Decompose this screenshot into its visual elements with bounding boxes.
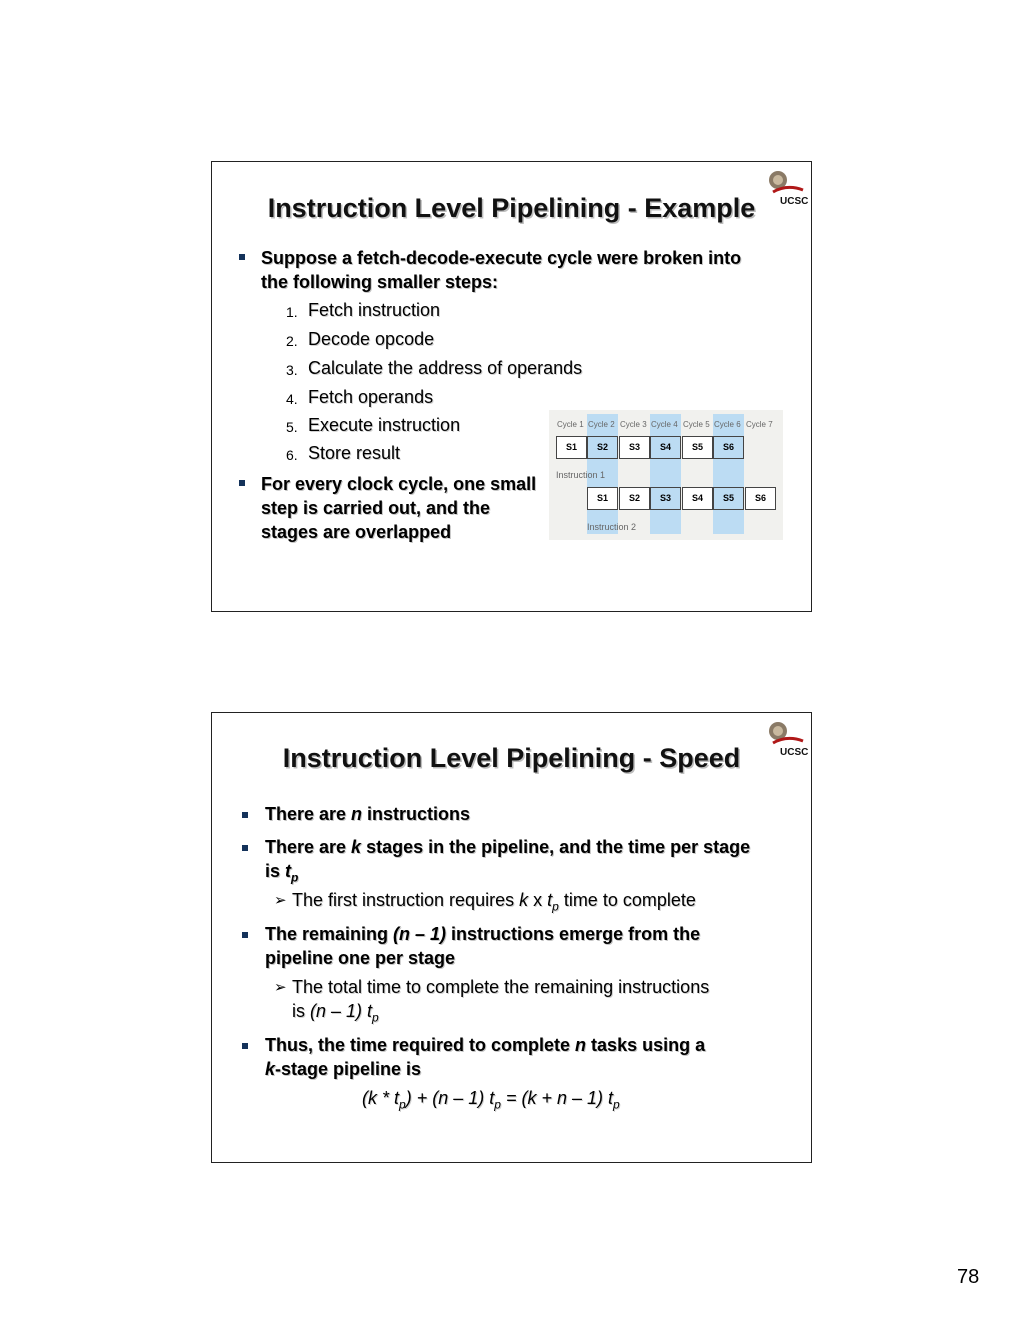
stage-box: S4: [682, 487, 713, 510]
stage-box: S5: [682, 436, 713, 459]
step-text: Store result: [308, 443, 401, 463]
sub-first-instruction: The first instruction requires k x $t_p$ time to complete: [292, 890, 696, 914]
slide-title: Instruction Level Pipelining - Speed: [282, 743, 741, 773]
bullet-total: Thus, the time required to complete n tasks using a: [265, 1035, 706, 1055]
bullet-k-stages: There are k stages in the pipeline, and the time per stage is $t_p$: [265, 837, 751, 885]
formula: $(k * t_p) + (n - 1)$ $t_p = (k + n - 1)$ $t_p$: [362, 1088, 620, 1112]
step-text: Fetch operands: [308, 387, 434, 407]
stage-box: S6: [713, 436, 744, 459]
instruction-1-label: Instruction 1: [556, 470, 606, 480]
step-text: Execute instruction: [308, 415, 461, 435]
bullet-marker: [242, 1043, 248, 1049]
bullet-n-instructions: There are n instructions: [265, 804, 471, 824]
arrow-bullet-icon: ➢: [274, 979, 287, 996]
step-number: 2.: [286, 333, 298, 349]
step-number: 4.: [286, 391, 298, 407]
bullet-overlap: For every clock cycle, one small step is carried out, and the stages are overlapped: [261, 474, 537, 542]
step-text: Calculate the address of operands: [308, 358, 583, 378]
step-number: 6.: [286, 447, 298, 463]
step-number: 1.: [286, 304, 298, 320]
step-text: Fetch instruction: [308, 300, 441, 320]
slide-title: Instruction Level Pipelining - Example: [267, 193, 756, 223]
pipeline-diagram: [549, 410, 783, 540]
cycle-label: Cycle 2: [588, 420, 615, 429]
arrow-bullet-icon: ➢: [274, 892, 287, 909]
bullet-marker: [242, 932, 248, 938]
cycle-label: Cycle 1: [557, 420, 584, 429]
sub-total-time: The total time to complete the remaining instructions: [292, 977, 710, 997]
bullet-marker: [242, 812, 248, 818]
step-number: 3.: [286, 362, 298, 378]
bullet-remaining: The remaining (n – 1) instructions emerge from the pipeline one per stage: [265, 924, 701, 968]
slide-example: [211, 161, 812, 612]
stage-box: S3: [619, 436, 650, 459]
bullet-steps-intro: Suppose a fetch-decode-execute cycle were broken into the following smaller steps:: [261, 248, 742, 292]
stage-box: S6: [745, 487, 776, 510]
bullet-total-cont: k-stage pipeline is: [265, 1059, 422, 1079]
svg-text:UCSC: UCSC: [780, 196, 809, 207]
bullet-marker: [239, 254, 245, 260]
cycle-label: Cycle 5: [683, 420, 710, 429]
stage-box: S3: [650, 487, 681, 510]
cycle-label: Cycle 3: [620, 420, 647, 429]
instruction-2-label: Instruction 2: [587, 522, 637, 532]
cycle-highlight: [713, 414, 744, 534]
svg-text:UCSC: UCSC: [780, 747, 809, 758]
slide-speed: [211, 712, 812, 1163]
stage-box: S4: [650, 436, 681, 459]
stage-box: S5: [713, 487, 744, 510]
page-number: 78: [957, 1266, 980, 1288]
bullet-marker: [239, 480, 245, 486]
stage-box: S2: [619, 487, 650, 510]
bullet-marker: [242, 845, 248, 851]
stage-box: S1: [587, 487, 618, 510]
cycle-label: Cycle 7: [746, 420, 773, 429]
stage-box: S1: [556, 436, 587, 459]
cycle-label: Cycle 6: [714, 420, 741, 429]
step-number: 5.: [286, 419, 298, 435]
stage-box: S2: [587, 436, 618, 459]
cycle-label: Cycle 4: [651, 420, 678, 429]
step-text: Decode opcode: [308, 329, 435, 349]
sub-total-time-expr: is (n – 1) $t_p$: [292, 1001, 379, 1025]
cycle-highlight: [650, 414, 681, 534]
